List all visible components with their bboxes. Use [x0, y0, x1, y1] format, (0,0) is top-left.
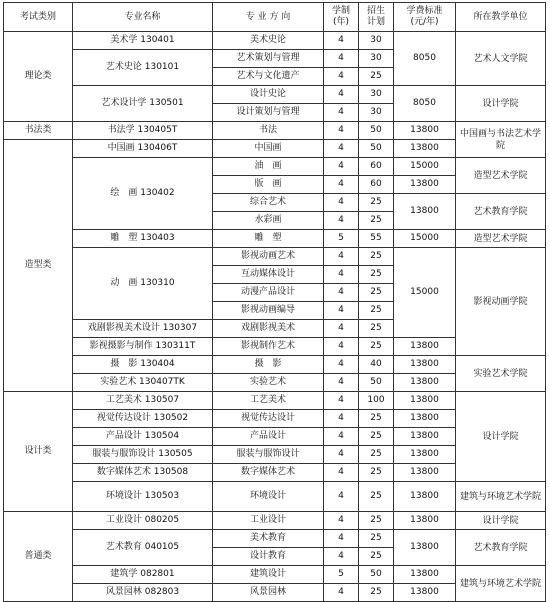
years-cell: 4 — [324, 50, 359, 68]
direction-cell: 版 画 — [213, 176, 324, 194]
direction-cell: 中国画 — [213, 140, 324, 158]
quota-cell: 25 — [359, 548, 394, 566]
quota-cell: 25 — [359, 248, 394, 266]
quota-cell: 25 — [359, 428, 394, 446]
years-cell: 4 — [324, 32, 359, 50]
direction-cell: 视觉传达设计 — [213, 410, 324, 428]
fee-cell: 13800 — [394, 446, 456, 464]
table-row — [4, 122, 546, 140]
fee-cell: 13800 — [394, 410, 456, 428]
fee-cell: 13800 — [394, 482, 456, 512]
quota-cell: 60 — [359, 176, 394, 194]
years-cell: 4 — [324, 68, 359, 86]
years-cell: 4 — [324, 584, 359, 602]
quota-cell: 25 — [359, 530, 394, 548]
major-cell: 建筑学 082801 — [73, 566, 213, 584]
years-cell: 4 — [324, 284, 359, 302]
years-cell: 4 — [324, 464, 359, 482]
direction-cell: 产品设计 — [213, 428, 324, 446]
direction-cell: 戏剧影视美术 — [213, 320, 324, 338]
fee-cell: 13800 — [394, 338, 456, 356]
quota-cell: 30 — [359, 32, 394, 50]
fee-cell: 13800 — [394, 530, 456, 566]
header-quota: 招生 计划 — [359, 3, 394, 32]
fee-cell: 15000 — [394, 248, 456, 338]
quota-cell: 25 — [359, 446, 394, 464]
years-cell: 5 — [324, 566, 359, 584]
years-cell: 4 — [324, 410, 359, 428]
direction-cell: 油 画 — [213, 158, 324, 176]
quota-cell: 25 — [359, 302, 394, 320]
fee-cell: 8050 — [394, 86, 456, 122]
major-cell: 动 画 130310 — [73, 248, 213, 320]
fee-cell: 13800 — [394, 464, 456, 482]
fee-cell: 13800 — [394, 122, 456, 140]
category-cell: 书法类 — [4, 122, 73, 140]
years-cell: 4 — [324, 482, 359, 512]
table-row — [4, 230, 546, 248]
fee-cell: 13800 — [394, 374, 456, 392]
direction-cell: 综合艺术 — [213, 194, 324, 212]
years-cell: 4 — [324, 194, 359, 212]
years-cell: 4 — [324, 428, 359, 446]
direction-cell: 书法 — [213, 122, 324, 140]
direction-cell: 设计史论 — [213, 86, 324, 104]
quota-cell: 25 — [359, 68, 394, 86]
quota-cell: 55 — [359, 230, 394, 248]
category-cell: 普通类 — [4, 512, 73, 602]
direction-cell: 美术史论 — [213, 32, 324, 50]
years-cell: 4 — [324, 530, 359, 548]
table-row — [4, 86, 546, 104]
quota-cell: 25 — [359, 482, 394, 512]
quota-cell: 30 — [359, 104, 394, 122]
school-cell: 建筑与环境艺术学院 — [456, 482, 546, 512]
table-row — [4, 566, 546, 584]
direction-cell: 水彩画 — [213, 212, 324, 230]
years-cell: 4 — [324, 122, 359, 140]
years-cell: 4 — [324, 446, 359, 464]
fee-cell: 13800 — [394, 176, 456, 194]
direction-cell: 风景园林 — [213, 584, 324, 602]
table-row — [4, 392, 546, 410]
quota-cell: 50 — [359, 122, 394, 140]
major-cell: 美术学 130401 — [73, 32, 213, 50]
direction-cell: 环境设计 — [213, 482, 324, 512]
school-cell: 艺术教育学院 — [456, 530, 546, 566]
years-cell: 4 — [324, 512, 359, 530]
header-years: 学制 (年) — [324, 3, 359, 32]
major-cell: 戏剧影视美术设计 130307 — [73, 320, 213, 338]
years-cell: 4 — [324, 392, 359, 410]
header-fee: 学费标准 (元/年) — [394, 3, 456, 32]
major-cell: 书法学 130405T — [73, 122, 213, 140]
direction-cell: 艺术与文化遗产 — [213, 68, 324, 86]
years-cell: 4 — [324, 338, 359, 356]
direction-cell: 实验艺术 — [213, 374, 324, 392]
school-cell: 艺术教育学院 — [456, 194, 546, 230]
major-cell: 视觉传达设计 130502 — [73, 410, 213, 428]
table-row — [4, 482, 546, 512]
header-direction: 专 业 方 向 — [213, 3, 324, 32]
school-cell: 影视动画学院 — [456, 248, 546, 356]
fee-cell: 13800 — [394, 140, 456, 158]
major-cell: 工艺美术 130507 — [73, 392, 213, 410]
quota-cell: 25 — [359, 584, 394, 602]
fee-cell: 13800 — [394, 566, 456, 584]
years-cell: 4 — [324, 248, 359, 266]
quota-cell: 30 — [359, 50, 394, 68]
direction-cell: 服装与服饰设计 — [213, 446, 324, 464]
years-cell: 4 — [324, 176, 359, 194]
header-row — [4, 3, 546, 32]
school-cell: 设计学院 — [456, 86, 546, 122]
years-cell: 4 — [324, 86, 359, 104]
table-row — [4, 248, 546, 266]
years-cell: 4 — [324, 140, 359, 158]
major-cell: 艺术设计学 130501 — [73, 86, 213, 122]
quota-cell: 25 — [359, 212, 394, 230]
direction-cell: 雕 塑 — [213, 230, 324, 248]
direction-cell: 工业设计 — [213, 512, 324, 530]
direction-cell: 影视动画编导 — [213, 302, 324, 320]
fee-cell: 15000 — [394, 230, 456, 248]
school-cell: 造型艺术学院 — [456, 230, 546, 248]
direction-cell: 互动媒体设计 — [213, 266, 324, 284]
quota-cell: 100 — [359, 392, 394, 410]
direction-cell: 艺术策划与管理 — [213, 50, 324, 68]
quota-cell: 25 — [359, 410, 394, 428]
category-cell: 理论类 — [4, 32, 73, 122]
major-cell: 绘 画 130402 — [73, 158, 213, 230]
fee-cell: 8050 — [394, 32, 456, 86]
years-cell: 4 — [324, 548, 359, 566]
school-cell: 艺术人文学院 — [456, 32, 546, 86]
fee-cell: 13800 — [394, 428, 456, 446]
years-cell: 4 — [324, 104, 359, 122]
major-cell: 雕 塑 130403 — [73, 230, 213, 248]
direction-cell: 建筑设计 — [213, 566, 324, 584]
quota-cell: 25 — [359, 194, 394, 212]
direction-cell: 摄 影 — [213, 356, 324, 374]
quota-cell: 30 — [359, 86, 394, 104]
direction-cell: 设计策划与管理 — [213, 104, 324, 122]
major-cell: 产品设计 130504 — [73, 428, 213, 446]
table-row — [4, 530, 546, 548]
quota-cell: 60 — [359, 158, 394, 176]
years-cell: 4 — [324, 374, 359, 392]
years-cell: 4 — [324, 158, 359, 176]
school-cell: 实验艺术学院 — [456, 356, 546, 392]
major-cell: 环境设计 130503 — [73, 482, 213, 512]
category-cell: 造型类 — [4, 140, 73, 392]
school-cell: 设计学院 — [456, 512, 546, 530]
table-body — [4, 32, 546, 602]
school-cell: 建筑与环境艺术学院 — [456, 566, 546, 602]
quota-cell: 25 — [359, 512, 394, 530]
school-cell: 造型艺术学院 — [456, 158, 546, 194]
quota-cell: 25 — [359, 284, 394, 302]
category-cell: 设计类 — [4, 392, 73, 512]
table-row — [4, 158, 546, 176]
fee-cell: 13800 — [394, 356, 456, 374]
quota-cell: 50 — [359, 374, 394, 392]
major-cell: 艺术史论 130101 — [73, 50, 213, 86]
quota-cell: 25 — [359, 338, 394, 356]
fee-cell: 13800 — [394, 392, 456, 410]
major-cell: 艺术教育 040105 — [73, 530, 213, 566]
major-cell: 风景园林 082803 — [73, 584, 213, 602]
table-row — [4, 32, 546, 50]
direction-cell: 工艺美术 — [213, 392, 324, 410]
major-cell: 实验艺术 130407TK — [73, 374, 213, 392]
direction-cell: 影视动画艺术 — [213, 248, 324, 266]
fee-cell: 13800 — [394, 584, 456, 602]
major-cell: 工业设计 080205 — [73, 512, 213, 530]
years-cell: 4 — [324, 320, 359, 338]
years-cell: 4 — [324, 356, 359, 374]
quota-cell: 40 — [359, 356, 394, 374]
major-cell: 服装与服饰设计 130505 — [73, 446, 213, 464]
quota-cell: 50 — [359, 140, 394, 158]
table-row — [4, 512, 546, 530]
major-cell: 摄 影 130404 — [73, 356, 213, 374]
quota-cell: 25 — [359, 320, 394, 338]
years-cell: 4 — [324, 302, 359, 320]
direction-cell: 动漫产品设计 — [213, 284, 324, 302]
enrollment-table — [3, 2, 546, 602]
header-category: 考试类别 — [4, 3, 73, 32]
major-cell: 中国画 130406T — [73, 140, 213, 158]
quota-cell: 50 — [359, 566, 394, 584]
fee-cell: 13800 — [394, 194, 456, 230]
table-row — [4, 356, 546, 374]
school-cell: 中国画与书法艺术学院 — [456, 122, 546, 158]
years-cell: 4 — [324, 266, 359, 284]
years-cell: 5 — [324, 230, 359, 248]
major-cell: 影视摄影与制作 130311T — [73, 338, 213, 356]
quota-cell: 25 — [359, 266, 394, 284]
quota-cell: 25 — [359, 464, 394, 482]
direction-cell: 数字媒体艺术 — [213, 464, 324, 482]
fee-cell: 13800 — [394, 512, 456, 530]
header-school: 所在教学单位 — [456, 3, 546, 32]
direction-cell: 设计教育 — [213, 548, 324, 566]
years-cell: 4 — [324, 212, 359, 230]
direction-cell: 影视制作艺术 — [213, 338, 324, 356]
header-major: 专业名称 — [73, 3, 213, 32]
fee-cell: 15000 — [394, 158, 456, 176]
direction-cell: 美术教育 — [213, 530, 324, 548]
school-cell: 设计学院 — [456, 392, 546, 482]
major-cell: 数字媒体艺术 130508 — [73, 464, 213, 482]
